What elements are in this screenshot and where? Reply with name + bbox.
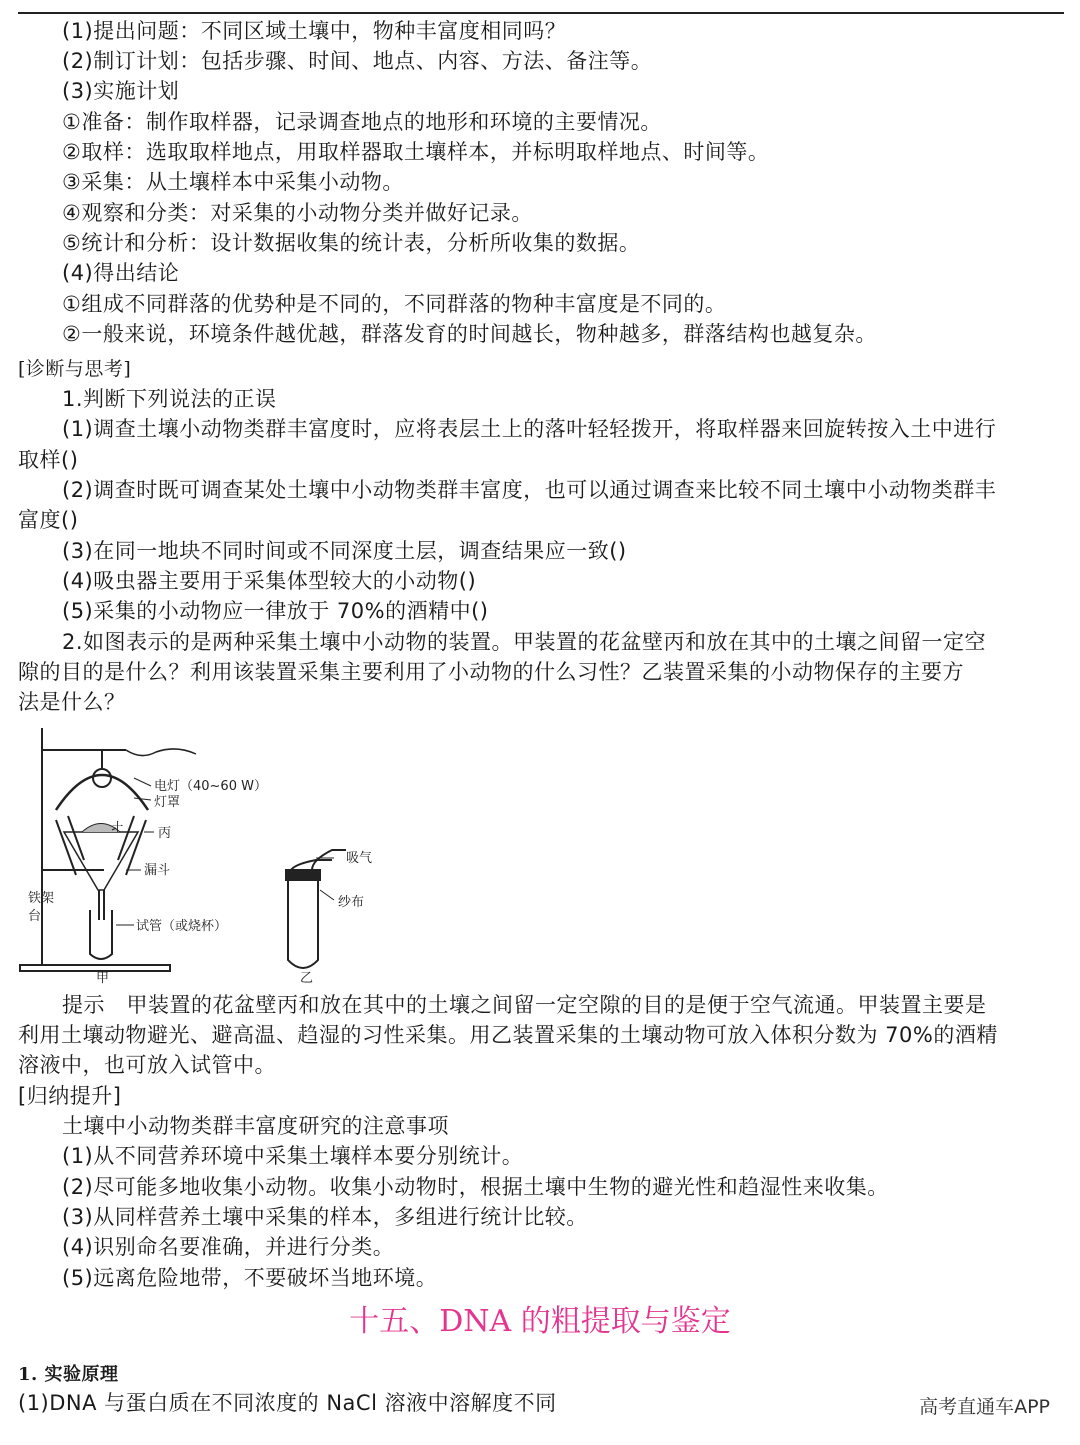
text-line: (3)从同样营养土壤中采集的样本，多组进行统计比较。	[62, 1205, 588, 1229]
label-jia: 甲	[96, 971, 110, 985]
text-line: 土壤中小动物类群丰富度研究的注意事项	[62, 1114, 449, 1138]
text-line: 利用土壤动物避光、避高温、趋湿的习性采集。用乙装置采集的土壤动物可放入体积分数为 70%的酒精	[18, 1023, 998, 1047]
text-line: 富度()	[18, 508, 79, 532]
text-line: ③采集：从土壤样本中采集小动物。	[62, 170, 404, 194]
text-line: (4)得出结论	[62, 261, 180, 285]
text-line: ②取样：选取取样地点，用取样器取土壤样本，并标明取样地点、时间等。	[62, 140, 770, 164]
label-yi: 乙	[300, 971, 314, 985]
text-line: (4)识别命名要准确，并进行分类。	[62, 1235, 395, 1259]
section-label-summary: [归纳提升]	[18, 1084, 122, 1108]
text-line: ④观察和分类：对采集的小动物分类并做好记录。	[62, 201, 533, 225]
label-soil: 土	[111, 821, 125, 836]
label-stand2: 台	[28, 909, 42, 924]
text-line: (1)从不同营养环境中采集土壤样本要分别统计。	[62, 1144, 524, 1168]
text-line: (2)调查时既可调查某处土壤中小动物类群丰富度，也可以通过调查来比较不同土壤中小动物类群丰	[62, 478, 997, 502]
text-line: (5)远离危险地带，不要破坏当地环境。	[62, 1266, 438, 1290]
bulb	[93, 769, 111, 787]
text-line: ①组成不同群落的优势种是不同的，不同群落的物种丰富度是不同的。	[62, 292, 727, 316]
text-line: (1)调查土壤小动物类群丰富度时，应将表层土上的落叶轻轻拨开，将取样器来回旋转按入土中进行	[62, 417, 997, 441]
label-tube: 试管（或烧杯）	[136, 919, 228, 934]
text-line: ⑤统计和分析：设计数据收集的统计表，分析所收集的数据。	[62, 231, 641, 255]
label-gauze: 纱布	[338, 895, 365, 910]
text-line: (3)实施计划	[62, 79, 180, 103]
text-line: (4)吸虫器主要用于采集体型较大的小动物()	[62, 569, 477, 593]
label-shade: 灯罩	[154, 795, 181, 810]
label-funnel: 漏斗	[144, 863, 171, 878]
apparatus-figure	[16, 720, 394, 985]
stopper	[286, 870, 320, 880]
label-suck: 吸气	[346, 851, 373, 866]
section-label-diagnosis: [诊断与思考]	[18, 358, 132, 380]
label-stand: 铁架	[28, 891, 55, 906]
text-line: (5)采集的小动物应一律放于 70%的酒精中()	[62, 599, 489, 623]
text-line: (2)尽可能多地收集小动物。收集小动物时，根据土壤中生物的避光性和趋湿性来收集。	[62, 1175, 889, 1199]
text-line: ①准备：制作取样器，记录调查地点的地形和环境的主要情况。	[62, 110, 662, 134]
text-line: (1)提出问题：不同区域土壤中，物种丰富度相同吗？	[62, 19, 567, 43]
text-line: (2)制订计划：包括步骤、时间、地点、内容、方法、备注等。	[62, 49, 653, 73]
text-line: 法是什么？	[18, 690, 126, 714]
text-line: ②一般来说，环境条件越优越，群落发育的时间越长，物种越多，群落结构也越复杂。	[62, 322, 877, 346]
watermark-text: 高考直通车APP	[919, 1396, 1050, 1418]
stand-base	[20, 965, 170, 971]
section-title: 十五、DNA 的粗提取与鉴定	[349, 1304, 731, 1339]
text-line: (3)在同一地块不同时间或不同深度土层，调查结果应一致()	[62, 539, 627, 563]
text-line: 2.如图表示的是两种采集土壤中小动物的装置。甲装置的花盆壁丙和放在其中的土壤之间留一定空	[62, 630, 987, 654]
text-line: 1.判断下列说法的正误	[62, 387, 277, 411]
text-line: (1)DNA 与蛋白质在不同浓度的 NaCl 溶液中溶解度不同	[18, 1391, 557, 1415]
label-lamp: 电灯（40~60 W）	[154, 779, 267, 794]
text-line: 隙的目的是什么？利用该装置采集主要利用了小动物的什么习性？乙装置采集的小动物保存的主要方	[18, 660, 964, 684]
text-line: 溶液中，也可放入试管中。	[18, 1053, 276, 1077]
lamp-shade	[56, 775, 148, 810]
text-line: 取样()	[18, 448, 79, 472]
text-line: 提示 甲装置的花盆壁丙和放在其中的土壤之间留一定空隙的目的是便于空气流通。甲装置主要是	[62, 993, 987, 1017]
subsection-heading: 1. 实验原理	[18, 1364, 119, 1385]
tube-b	[288, 880, 318, 968]
top-rule	[18, 12, 1064, 14]
label-bing: 丙	[158, 826, 172, 841]
